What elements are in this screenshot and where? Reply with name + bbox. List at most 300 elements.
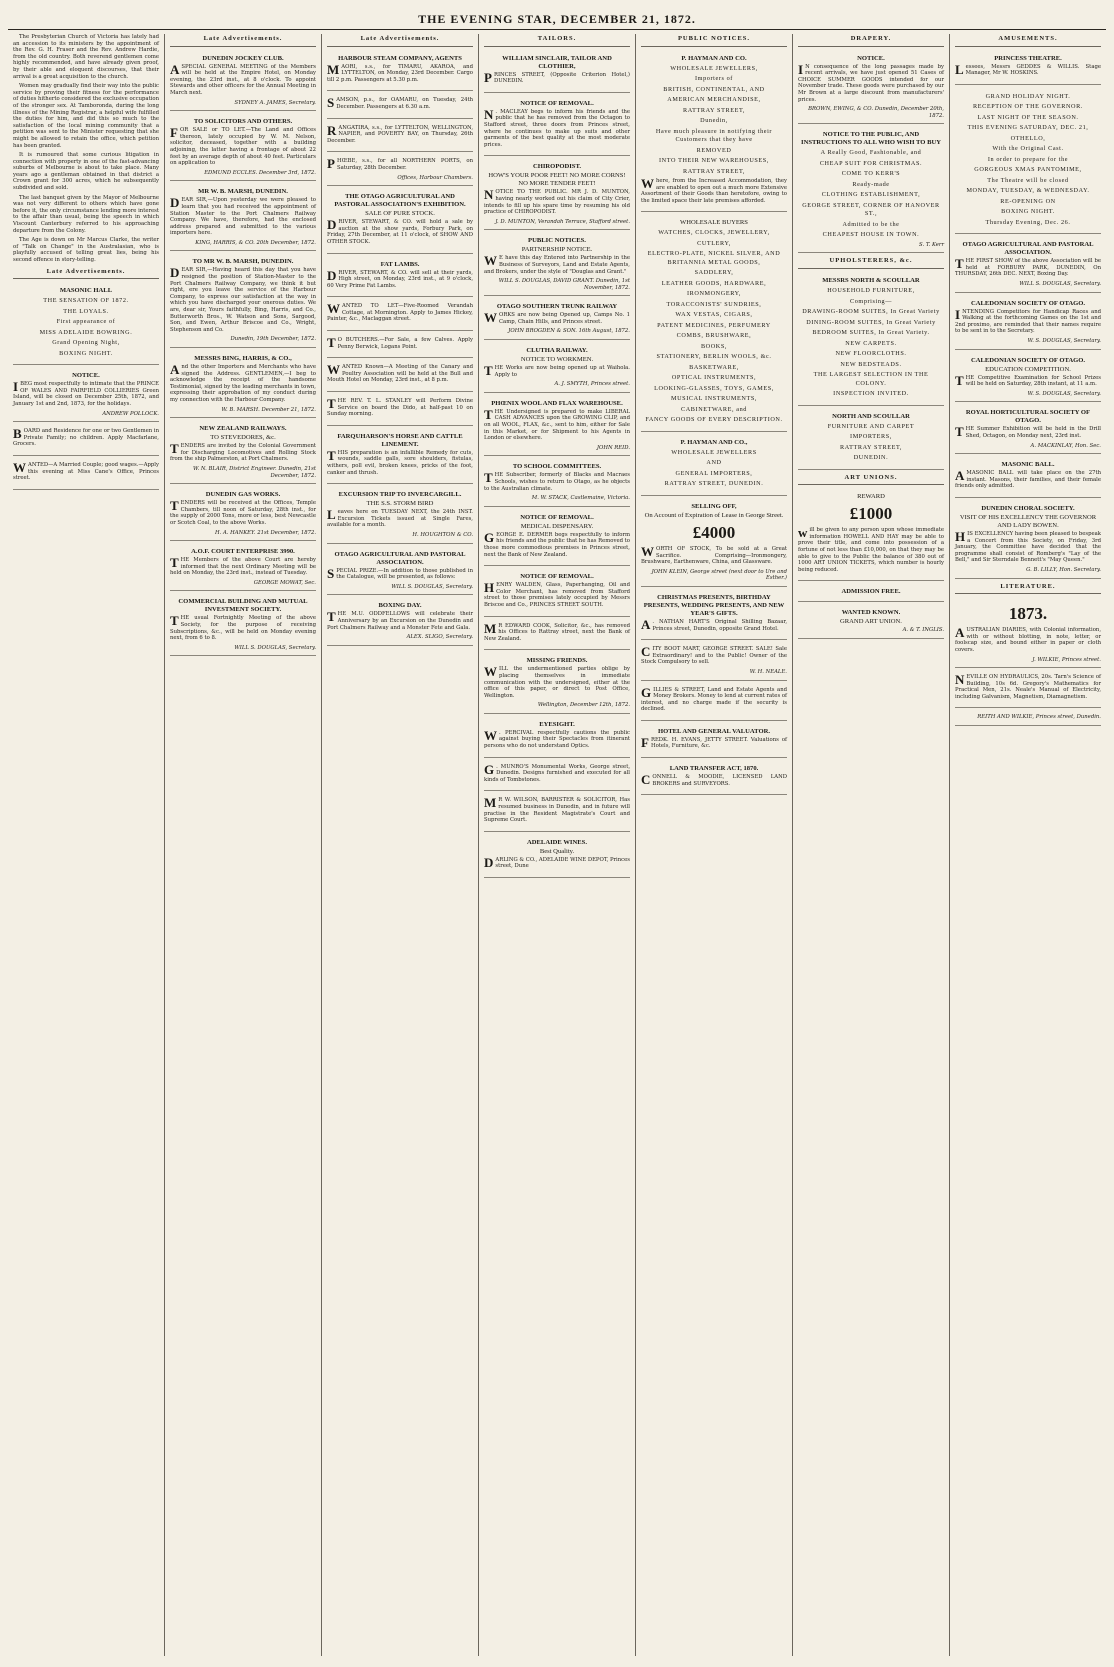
advertisement-line: TORACCONISTS' SUNDRIES, — [666, 300, 762, 308]
advertisement-line: RATTRAY STREET, — [839, 443, 903, 451]
advertisement-figure: £1000 — [849, 504, 893, 524]
advertisement-body: T O BUTCHERS.—For Sale, a few Calves. Apply Penny Berwick, Logans Point. — [327, 335, 473, 351]
advertisement-signature: ANDREW POLLOCK. — [102, 410, 159, 417]
advertisement — [327, 547, 473, 596]
advertisement — [484, 794, 630, 831]
drop-cap: I — [798, 61, 804, 77]
advertisement — [484, 96, 630, 157]
advertisement — [484, 343, 630, 393]
advertisement-body: THE REV. T. L. STANLEY will Perform Divine Service on board the Dido, at half-past 10 on Sunday morning. — [327, 396, 473, 418]
advertisement-title: NOTICE OF REMOVAL. — [520, 513, 594, 521]
advertisement — [641, 435, 787, 496]
advertisement — [955, 501, 1101, 579]
advertisement-body: AUSTRALIAN DIARIES, with Colonial information, with or without blotting, in note, letter, or foolscap size, and bound either in paper or cloth covers. — [955, 625, 1101, 653]
drop-cap: T — [955, 256, 964, 272]
advertisement-line: IRONMONGERY, — [686, 290, 741, 298]
drop-cap: W — [13, 459, 26, 475]
advertisement-signature: WILL S. DOUGLAS, Secretary. — [1019, 281, 1101, 288]
drop-cap: F — [170, 125, 178, 141]
column-heading: PUBLIC NOTICES. — [641, 34, 787, 47]
advertisement-title: SELLING OFF, — [691, 502, 737, 510]
advertisement-signature: JOHN KLEIN, George street (next door to Ure and Esther.) — [651, 568, 787, 582]
advertisement-body: DRIVER, STEWART, & CO. will sell at their yards, High street, on Monday, 23rd inst., at 9 o'clock, 60 Very Prime Fat Lambs. — [327, 267, 473, 289]
advertisement-body: DRIVER, STEWART, & CO. will hold a sale by auction at the show yards, Forbury Park, on Friday, 27th December, at 11 o'clock, of SHOW AND OTHER STOCK. — [327, 217, 473, 245]
advertisement-title: A.O.F. COURT ENTERPRISE 3990. — [191, 548, 295, 556]
news-paragraph: The last banquet given by the Mayor of Melbourne was not very different to others which have gone before it, the only circumstance lending more interest to the affair than usual, being the speech in which Viscount Canterbury referred to his approaching departure from the Colony. — [13, 194, 159, 234]
advertisement-body: W E have this day Entered into Partnership in the Business of Surveyors, Land and Estate Agents, and Brokers, under the style of "Douglas and Grant." — [484, 253, 630, 275]
advertisement-body: SPECIAL PRIZE.—In addition to those published in the Catalogue, will be presented, as follows: — [327, 565, 473, 581]
advertisement-body: THIS preparation is an infallible Remedy for cuts, wounds, saddle galls, sore shoulders, fistulas, withers, poll evil, broken knees, pricks of the foot, canker and thrush. — [327, 447, 473, 476]
advertisement-title: ROYAL HORTICULTURAL SOCIETY OF OTAGO. — [965, 409, 1091, 425]
advertisement-signature: KING, HARRIS, & CO. 20th December, 1872. — [195, 239, 316, 246]
advertisement-line: COME TO KERR'S — [841, 170, 901, 178]
advertisement-body: W . PERCIVAL respectfully cautions the public against buying their Spectacles from itinerant persons who do not understand Optics. — [484, 727, 630, 750]
advertisement-line: BOXING NIGHT. — [1001, 208, 1055, 216]
advertisement-signature: A. J. SMYTH, Princes street. — [554, 381, 630, 388]
advertisement-body: N . MACLEAY begs to inform his friends and the public that he has removed from the Octagon to Stafford street, three doors from Princes street, where he continues to make up suits and other garments of the best quality at the most moderate prices. — [484, 106, 630, 148]
advertisement-subtitle: NOTICE TO WORKMEN. — [520, 356, 594, 364]
advertisement-line: RATTRAY STREET, — [682, 167, 746, 175]
drop-cap: H — [484, 580, 495, 596]
advertisement-body: TENDERS will be received at the Offices, Temple Chambers, till noon of Saturday, 28th inst., for the supply of 2000 Tons, more or less, best Newcastle or Scotch Coal, to the above Works. — [170, 498, 316, 526]
advertisement-body: DARLING & CO., ADELAIDE WINE DEPOT, Princes street, Dune — [484, 854, 630, 870]
advertisement-line: BOOKS, — [700, 342, 728, 350]
drop-cap: A — [641, 616, 651, 632]
advertisement-body: INTENDING Competitors for Handicap Races and Walking at the forthcoming Games on the 1st and 2nd proximo, are reminded that their names require to be sent in to the Secretary. — [955, 306, 1101, 335]
advertisement-line: MUSICAL INSTRUMENTS, — [670, 395, 758, 403]
drop-cap: W — [327, 362, 340, 378]
advertisement — [641, 215, 787, 432]
advertisement-body: WANTED—A Married Couple; good wages.—Apply this evening at Miss Cane's Office, Princes street. — [13, 459, 159, 482]
advertisement-title: WILLIAM SINCLAIR, TAILOR AND CLOTHIER, — [502, 54, 612, 70]
advertisement — [170, 114, 316, 181]
advertisement-title: EYESIGHT. — [539, 720, 575, 728]
advertisement — [955, 457, 1101, 498]
advertisement-body: DEAR SIR,—Upon yesterday we were pleased to learn that you had received the appointment of Station Master to the Port Chalmers Railway Company. We have, therefore, had the enclosed address prepared and submitted to the various importers here. — [170, 195, 316, 237]
advertisement-title: CHRISTMAS PRESENTS, BIRTHDAY PRESENTS, WEDDING PRESENTS, AND NEW YEAR'S GIFTS. — [643, 593, 785, 617]
advertisement-line: GENERAL IMPORTERS, — [675, 469, 753, 477]
advertisement-line: FURNITURE AND CARPET — [827, 422, 915, 430]
advertisement — [798, 51, 944, 125]
advertisement — [327, 487, 473, 543]
advertisement-line: SADDLERY, — [694, 269, 734, 277]
advertisement-title: WANTED KNOWN. — [841, 609, 901, 617]
advertisement-subtitle: Best Quality. — [539, 847, 575, 855]
advertisement-body: Where, from the Increased Accommodation, they are enabled to open out a much more Extensive Assortment of their Goods than heretofore, owing to the limited space their late premises afforded. — [641, 176, 787, 204]
drop-cap: W — [484, 727, 497, 743]
advertisement-body: THE Members of the above Court are hereby informed that the next Ordinary Meeting will be held on Monday, the 23rd inst., instead of Tuesday. — [170, 555, 316, 577]
advertisement-title: MESSRS NORTH & SCOULLAR — [822, 277, 920, 285]
advertisement-signature: JOHN BROGDEN & SON. 16th August, 1872. — [508, 328, 630, 335]
advertisement-line: THIS EVENING SATURDAY, DEC. 21, — [967, 124, 1089, 132]
advertisement-line: REMOVED — [696, 146, 732, 154]
advertisement — [484, 159, 630, 230]
advertisement-body: THE FIRST SHOW of the above Association will be held at FORBURY PARK, DUNEDIN, On THURSDAY, 26th DEC. NEXT, Boxing Day. — [955, 256, 1101, 278]
section-heading: LITERATURE. — [955, 582, 1101, 595]
advertisement-title: OTAGO AGRICULTURAL AND PASTORAL ASSOCIATION. — [962, 241, 1094, 257]
drop-cap: G — [641, 684, 652, 700]
column-4 — [479, 34, 636, 1656]
advertisement-line: WAX VESTAS, CIGARS, — [675, 311, 753, 319]
advertisement — [170, 544, 316, 591]
page-title: THE EVENING STAR, DECEMBER 21, 1872. — [418, 12, 696, 26]
advertisement-line: Ready-made — [852, 180, 890, 188]
advertisement-body: WORTH OF STOCK, To be sold at a Great Sacrifice. Comprising—Ironmongery, Brushware, Earthenware, China, and Glassware. — [641, 543, 787, 566]
advertisement-body: M R EDWARD COOK, Solicitor, &c., has removed his Offices to Rattray street, next the Bank of New Zealand. — [484, 620, 630, 642]
advertisement-signature: W. H. NEALE. — [749, 668, 787, 675]
advertisement — [641, 51, 787, 213]
advertisement — [484, 459, 630, 506]
drop-cap: T — [484, 363, 493, 379]
advertisement-line: INSPECTION INVITED. — [833, 390, 909, 398]
column-heading: Late Advertisements. — [327, 34, 473, 47]
advertisement-signature: J. WILKIE, Princes street. — [1032, 656, 1101, 663]
advertisement — [13, 283, 159, 365]
drop-cap: w — [798, 525, 808, 541]
drop-cap: P — [327, 156, 335, 172]
advertisement-title: CALEDONIAN SOCIETY OF OTAGO. — [970, 299, 1086, 307]
advertisement — [484, 396, 630, 457]
advertisement-title: FAT LAMBS. — [380, 260, 420, 268]
advertisement-body: THE Subscriber, formerly of Blacks and Macraes Schools, wishes to return to Otago, as he objects to the Australian climate. — [484, 470, 630, 492]
advertisement-title: LAND TRANSFER ACT, 1870. — [669, 765, 759, 773]
advertisement — [327, 598, 473, 645]
advertisement-signature: WILL S. DOUGLAS, Secretary. — [234, 644, 316, 651]
advertisement-line: LEATHER GOODS, HARDWARE, — [661, 279, 767, 287]
advertisement-figure: 1873. — [1008, 604, 1048, 624]
advertisement — [955, 237, 1101, 292]
column-heading: AMUSEMENTS. — [955, 34, 1101, 47]
advertisement-subtitle: VISIT OF HIS EXCELLENCY THE GOVERNOR AND LADY BOWEN. — [959, 513, 1097, 529]
advertisement-subtitle: THE S.S. STORM BIRD — [366, 500, 434, 508]
advertisement-body: THE Works are now being opened up at Waihola. Apply to — [484, 363, 630, 379]
column-3 — [322, 34, 479, 1656]
advertisement-title: HARBOUR STEAM COMPANY, AGENTS — [338, 54, 462, 62]
advertisement-line: Admitted to be the — [842, 220, 900, 228]
drop-cap: D — [327, 217, 337, 233]
advertisement — [798, 127, 944, 253]
advertisement-signature: S. T. Kerr — [919, 241, 944, 248]
advertisement — [327, 361, 473, 392]
advertisement — [327, 395, 473, 426]
advertisement-title: TO SCHOOL COMMITTEES. — [512, 463, 602, 471]
drop-cap: T — [484, 406, 493, 422]
advertisement-title: NOTICE OF REMOVAL. — [520, 99, 594, 107]
advertisement-line: RECEPTION OF THE GOVERNOR. — [972, 103, 1084, 111]
advertisement-line: With the Original Cast. — [992, 145, 1064, 153]
advertisement — [955, 598, 1101, 668]
advertisement-body: Lessees, Messrs GEDDES & WILLIS. Stage Manager, Mr W. HOSKINS. — [955, 61, 1101, 77]
advertisement-body: NEVILLE ON HYDRAULICS, 20s. Tarn's Science of Building, 10s 6d. Gregory's Mathematics for Practical Men, 21s. Neale's Manual of Electricity, including Galvanism, Magnetism, Diamagnetism. — [955, 672, 1101, 700]
drop-cap: F — [641, 734, 649, 750]
advertisement-line: BOXING NIGHT. — [59, 349, 113, 357]
advertisement-line: CLOTHING ESTABLISHMENT, — [821, 191, 921, 199]
advertisement-line: BRITISH, CONTINENTAL, AND — [663, 85, 765, 93]
advertisement-signature: SYDNEY A. JAMES, Secretary. — [234, 99, 316, 106]
drop-cap: S — [327, 565, 335, 581]
advertisement — [327, 257, 473, 298]
drop-cap: T — [170, 555, 179, 571]
drop-cap: T — [955, 424, 964, 440]
advertisement-line: WHOLESALE JEWELLERS — [671, 448, 757, 456]
drop-cap: T — [170, 441, 179, 457]
news-paragraph: Women may gradually find their way into the public service by proving their fitness for the performance of duties hitherto considered the exclusive occupation of the stronger sex. At Tamboronda, during the long illness of the Mining Registrar, a helpful wife fulfilled the duties for him, and did this so much to the satisfaction of the local mining community that a petition was sent to the Minister requesting that she might be allowed to retain the office, which petition has been granted. — [13, 83, 159, 149]
advertisement-body: WANTED Known—A Meeting of the Canary and Poultry Association will be held at the Bull and Mouth Hotel on Monday, 23rd inst., at 8 p.m. — [327, 362, 473, 384]
advertisement-line: MISS ADELAIDE BOWRING. — [39, 328, 133, 336]
advertisement-line: Importers of — [695, 75, 733, 83]
advertisement-line: OPTICAL INSTRUMENTS, — [671, 374, 757, 382]
advertisement-signature: GEORGE MOWAT, Sec. — [253, 579, 316, 586]
advertisement-body: NOTICE TO THE PUBLIC. MR J. D. MUNTON, having nearly worked out his claim of City Crier, intends to fill up his spare time by resuming his old practice of CHIROPODIST. — [484, 187, 630, 216]
advertisement — [327, 300, 473, 331]
advertisement-body: I BEG most respectfully to intimate that the PRINCE OF WALES AND FAIRFIELD COLLIERIES Green Island, will be closed on December 25th, 1872, and January 1st and 2nd, 1873, for the holidays. — [13, 379, 159, 407]
advertisement-body: PHŒBE, s.s., for all NORTHERN PORTS, on Saturday, 28th December. — [327, 156, 473, 172]
advertisement-line: The Theatre will be closed — [987, 176, 1069, 184]
advertisement-line: LOOKING-GLASSES, TOYS, GAMES, — [654, 384, 774, 392]
advertisement-body: I N consequence of the long passages made by recent arrivals, we have just opened 51 Cases of CHOICE SUMMER GOODS intended for our November trade. These goods were purchased by our Mr Brown at a large discount from manufacturers' prices. — [798, 61, 944, 103]
section-heading: ART UNIONS. — [798, 473, 944, 486]
drop-cap: R — [327, 122, 337, 138]
advertisement-subtitle: REWARD — [857, 493, 885, 501]
advertisement — [955, 405, 1101, 454]
drop-cap: W — [641, 543, 654, 559]
drop-cap: P — [484, 69, 492, 85]
drop-cap: D — [170, 195, 180, 211]
drop-cap: N — [484, 187, 494, 203]
advertisement-title: ADMISSION FREE. — [841, 588, 901, 596]
column-7 — [950, 34, 1106, 1656]
advertisement-line: IMPORTERS, — [850, 433, 892, 441]
advertisement-line: RATTRAY STREET, DUNEDIN. — [664, 480, 764, 488]
advertisement-signature: Dunedin, 19th December, 1872. — [230, 336, 316, 343]
drop-cap: A — [955, 468, 965, 484]
advertisement-subtitle: EDUCATION COMPETITION. — [985, 365, 1071, 373]
advertisement-line: Comprising— — [849, 297, 892, 305]
drop-cap: N — [484, 106, 494, 122]
advertisement — [484, 233, 630, 296]
drop-cap: T — [327, 609, 336, 625]
advertisement-title: PHŒNIX WOOL AND FLAX WAREHOUSE. — [491, 399, 623, 407]
advertisement — [955, 711, 1101, 726]
drop-cap: T — [170, 613, 179, 629]
advertisement — [798, 584, 944, 602]
advertisement-line: NEW BEDSTEADS. — [840, 360, 902, 368]
advertisement-body: RANGATIRA, s.s., for LYTTELTON, WELLINGTON, NAPIER, and POVERTY BAY, on Thursday, 26th December. — [327, 122, 473, 144]
column-5 — [636, 34, 793, 1656]
advertisement-title: EXCURSION TRIP TO INVERCARGILL. — [338, 491, 462, 499]
advertisement-title: NOTICE. — [857, 54, 885, 62]
advertisement-line: THE LARGEST SELECTION IN THE COLONY. — [813, 371, 929, 387]
advertisement-line: Thursday Evening, Dec. 26. — [985, 218, 1071, 226]
column-heading: Late Advertisements. — [170, 34, 316, 47]
advertisement-title: DUNEDIN JOCKEY CLUB. — [202, 54, 284, 62]
advertisement-body: And the other Importers and Merchants who have signed the Address. GENTLEMEN,—I beg to acknowledge the receipt of the handsome Testimonial, signed by the leading merchants in town, expressing their approbation of my conduct during my connection with the Harbour Company. — [170, 362, 316, 403]
drop-cap: T — [955, 372, 964, 388]
advertisement-title: NEW ZEALAND RAILWAYS. — [199, 425, 287, 433]
advertisement-title: MISSING FRIENDS. — [526, 657, 588, 665]
advertisement-signature: REITH AND WILKIE, Princes street, Dunedin. — [977, 714, 1101, 721]
advertisement-line: FANCY GOODS OF EVERY DESCRIPTION. — [645, 416, 783, 424]
advertisement-title: OTAGO AGRICULTURAL AND PASTORAL ASSOCIATION. — [334, 550, 466, 566]
advertisement-body: HENRY WALDEN, Glass, Paperhanging, Oil and Color Merchant, has removed from Stafford street to those premises lately occupied by Messrs Briscoe and Co., PRINCES STREET SOUTH. — [484, 580, 630, 608]
advertisement-title: NOTICE OF REMOVAL. — [520, 573, 594, 581]
advertisement-line: RATTRAY STREET, — [682, 106, 746, 114]
drop-cap: W — [484, 253, 497, 269]
advertisement-signature: A. & T. INGLIS. — [902, 627, 944, 634]
advertisement-line: BEDROOM SUITES, In Great Variety. — [812, 329, 930, 337]
advertisement-body: GEORGE E. DERMER begs respectfully to inform his friends and the public that he has Removed to those more commodious premises in Princes street, next the Bank of New Zealand. — [484, 529, 630, 558]
drop-cap: A — [170, 362, 180, 377]
advertisement-signature: BROWN, EWING, & CO. Dunedin, December 20th, 1872. — [808, 106, 944, 119]
advertisement-body: THE usual Fortnightly Meeting of the above Society, for the purpose of receiving Subscriptions, &c., will be held on Monday evening next, from 6 to 8. — [170, 613, 316, 642]
advertisement-title: MESSRS BING, HARRIS, & CO., — [194, 355, 292, 362]
advertisement-line: DRAWING-ROOM SUITES, In Great Variety — [802, 308, 940, 316]
advertisement-line: DUNEDIN. — [853, 454, 889, 462]
section-heading: UPHOLSTERERS, &c. — [798, 256, 944, 269]
advertisement-body: GILLIES & STREET, Land and Estate Agents and Money Brokers. Money to lend at current rates of interest, and no charge made if the security is declined. — [641, 684, 787, 713]
advertisement-line: GRAND HOLIDAY NIGHT. — [985, 92, 1071, 100]
advertisement-line: COMBS, BRUSHWARE, — [676, 332, 752, 340]
advertisement — [170, 254, 316, 348]
advertisement — [484, 620, 630, 651]
advertisement-line: OTHELLO, — [1010, 134, 1046, 142]
advertisement-line: RE-OPENING ON — [1000, 197, 1056, 205]
advertisement-body: A . NATHAN HART'S Original Shilling Bazaar, Princes street, Dunedin, opposite Grand Hotel. — [641, 616, 787, 632]
advertisement-body: M R W. WILSON, BARRISTER & SOLICITOR, Has resumed business in Dunedin, and in future will practise in the Resident Magistrate's Court and Supreme Court. — [484, 795, 630, 824]
advertisement-title: DUNEDIN CHORAL SOCIETY. — [981, 504, 1075, 512]
advertisement-body: A SPECIAL GENERAL MEETING of the Members will be held at the Empire Hotel, on Monday evening, the 23rd inst., at 8 o'clock. To appoint Stewards and other officers for the Annual Meeting in March next. — [170, 61, 316, 96]
advertisement — [641, 590, 787, 640]
advertisement-line: GEORGE STREET, CORNER OF HANOVER ST., — [802, 201, 940, 218]
advertisement-title: OTAGO SOUTHERN TRUNK RAILWAY — [496, 303, 618, 311]
advertisement-title: TO MR W. B. MARSH, DUNEDIN. — [192, 258, 294, 266]
columns — [8, 34, 1106, 1656]
advertisement-line: AND — [706, 459, 722, 467]
advertisement-body: FREDK. H. EVANS, JETTY STREET. Valuations of Hotels, Furniture, &c. — [641, 734, 787, 750]
advertisement — [170, 487, 316, 541]
news-paragraph: It is rumoured that some curious litigation in connection with property in one of the fast-advancing suburbs of Melbourne is about to take place. Many years ago a gentleman obtained in that district a Crown grant for 300 acres, which he subsequently subdivided and sold. — [13, 152, 159, 192]
advertisement — [484, 835, 630, 878]
advertisement-body: CITY BOOT MART, GEORGE STREET. SALE! Sale Extraordinary! and to the Public! Owner of the Stock Compulsory to sell. — [641, 644, 787, 666]
advertisement-title: FARQUHARSON'S HORSE AND CATTLE LINEMENT. — [337, 432, 463, 448]
drop-cap: W — [484, 664, 497, 680]
advertisement-title: P. HAYMAN AND CO. — [681, 54, 747, 62]
advertisement-subtitle: On Account of Expiration of Lease in George Street. — [644, 511, 784, 519]
advertisement-signature: Wellington, December 12th, 1872. — [537, 702, 630, 709]
drop-cap: W — [641, 176, 654, 192]
advertisement-body: CONNELL & MOODIE, LICENSED LAND BROKERS and SURVEYORS. — [641, 772, 787, 788]
advertisement-title: THE OTAGO AGRICULTURAL AND PASTORAL ASSOCIATION'S EXHIBITION. — [334, 193, 466, 209]
advertisement-body: SAMSON, p.s., for OAMARU, on Tuesday, 24th December. Passengers at 6.30 a.m. — [327, 95, 473, 111]
advertisement-signature: A. MACKINLAY, Hon. Sec. — [1030, 442, 1101, 449]
advertisement — [327, 189, 473, 253]
advertisement — [170, 51, 316, 112]
advertisement-signature: EDMUND ECCLES. December 3rd, 1872. — [204, 169, 316, 176]
drop-cap: T — [327, 335, 336, 351]
advertisement-line: NEW CARPETS. — [845, 339, 897, 347]
drop-cap: A — [955, 625, 965, 641]
advertisement-line: CHEAP SUIT FOR CHRISTMAS. — [819, 159, 923, 167]
drop-cap: D — [484, 854, 494, 870]
advertisement-line: In order to prepare for the — [987, 155, 1069, 163]
advertisement — [170, 594, 316, 656]
advertisement-signature: W. B. MARSH. December 21, 1872. — [221, 406, 316, 413]
drop-cap: H — [955, 528, 966, 544]
advertisement-body: PRINCES STREET, (Opposite Criterion Hotel,) DUNEDIN. — [484, 69, 630, 85]
drop-cap: B — [13, 426, 22, 442]
advertisement-signature: JOHN REID. — [596, 444, 630, 451]
advertisement-line: AMERICAN MERCHANDISE, — [667, 96, 761, 104]
advertisement-title: NOTICE. — [72, 372, 100, 380]
drop-cap: C — [641, 644, 651, 660]
advertisement-subtitle: HOW'S YOUR POOR FEET! NO MORE CORNS! NO MORE TENDER FEET! — [488, 172, 626, 188]
advertisement — [327, 334, 473, 358]
advertisement-body: THE Summer Exhibition will be held in the Drill Shed, Octagon, on Monday next, 23rd inst. — [955, 424, 1101, 440]
advertisement-line: PATENT MEDICINES, PERFUMERY — [657, 321, 771, 329]
advertisement-title: P. HAYMAN AND CO., — [680, 438, 748, 446]
advertisement-title: BOXING DAY. — [378, 602, 422, 610]
advertisement-line: LAST NIGHT OF THE SEASON. — [977, 113, 1079, 121]
drop-cap: I — [13, 379, 19, 395]
advertisement — [641, 499, 787, 587]
advertisement — [484, 653, 630, 714]
masthead — [8, 8, 1106, 30]
advertisement — [327, 122, 473, 153]
advertisement-line: Dunedin, — [700, 117, 728, 125]
advertisement-line: THE SENSATION OF 1872. — [43, 297, 129, 305]
advertisement-signature: W. S. DOUGLAS, Secretary. — [1027, 390, 1101, 397]
advertisement-signature: H. HOUGHTON & CO. — [412, 531, 473, 538]
advertisement — [327, 429, 473, 484]
advertisement-signature: WILL S. DOUGLAS, DAVID GRANT. Dunedin, 1st November, 1872. — [498, 278, 630, 291]
advertisement — [13, 425, 159, 456]
advertisement — [955, 296, 1101, 350]
advertisement — [798, 605, 944, 639]
advertisement — [484, 717, 630, 758]
advertisement-line: MONDAY, TUESDAY, & WEDNESDAY. — [966, 187, 1090, 195]
advertisement-subtitle: MEDICAL DISPENSARY. — [520, 522, 594, 530]
advertisement — [327, 51, 473, 92]
advertisement — [170, 184, 316, 251]
advertisement-body: FOR SALE or TO LET.—The Land and Offices thereon, lately occupied by W. M. Nelson, solicitor, deceased, together with a building adjoining, the latter having a frontage of about 22 feet by an average depth of about 40 feet. Particulars on application to — [170, 125, 316, 167]
advertisement-title: CLUTHA RAILWAY. — [526, 347, 588, 355]
advertisement-line: WHOLESALE JEWELLERS, — [670, 64, 758, 72]
advertisement-subtitle: SALE OF PURE STOCK. — [365, 210, 435, 218]
advertisement-signature: G. B. LILLY, Hon. Secretary. — [1026, 566, 1101, 573]
advertisement-line: GORGEOUS XMAS PANTOMIME, — [974, 166, 1082, 174]
advertisement-signature: H. A. HANKEY. 21st December, 1872. — [214, 529, 316, 536]
advertisement-subtitle: PARTNERSHIP NOTICE. — [521, 246, 593, 254]
advertisement-body: will be given to any person upon whose immediate information HOWELL AND HAY may be able to prove their title, and come into possession of a fortune of not less than £10,000, on that they may be able to give to the Public the balance of 380 out of 1000 ART UNION TICKETS, which number is hourly being reduced. — [798, 525, 944, 573]
advertisement-title: MASONIC BALL. — [1001, 461, 1055, 469]
advertisement-signature: W. S. DOUGLAS, Secretary. — [1027, 338, 1101, 345]
advertisement-body: THE M.U. ODDFELLOWS will celebrate their Anniversary by an Excursion on the Dunedin and Port Chalmers Railway and a Monster Fete and Gala. — [327, 609, 473, 631]
advertisement-body: WORKS are now being Opened up, Camps No. 1 Camp, Chain Hills, and Princes street. — [484, 310, 630, 326]
advertisement-title: MR W. B. MARSH, DUNEDIN. — [198, 188, 288, 196]
advertisement-title: PRINCESS THEATRE. — [994, 54, 1062, 62]
advertisement-title: COMMERCIAL BUILDING AND MUTUAL INVESTMENT SOCIETY. — [178, 598, 308, 614]
advertisement-line: DINING-ROOM SUITES, In Great Variety — [806, 318, 936, 326]
advertisement-line: CUTLERY, — [697, 239, 731, 247]
advertisement-body: THE Undersigned is prepared to make LIBERAL CASH ADVANCES upon the GROWING CLIP, and on all WOOL, FLAX, &c., sent to him, either for Sale in this Market, or for Shipment to his Agents in London or elsewhere. — [484, 406, 630, 442]
advertisement — [641, 643, 787, 680]
advertisement — [955, 671, 1101, 708]
drop-cap: M — [484, 795, 497, 811]
advertisement-signature: WILL S. DOUGLAS, Secretary. — [391, 583, 473, 590]
section-heading: Late Advertisements. — [13, 267, 159, 280]
advertisement-line: First appearance of — [56, 318, 116, 326]
advertisement-title: DUNEDIN GAS WORKS. — [205, 491, 281, 499]
